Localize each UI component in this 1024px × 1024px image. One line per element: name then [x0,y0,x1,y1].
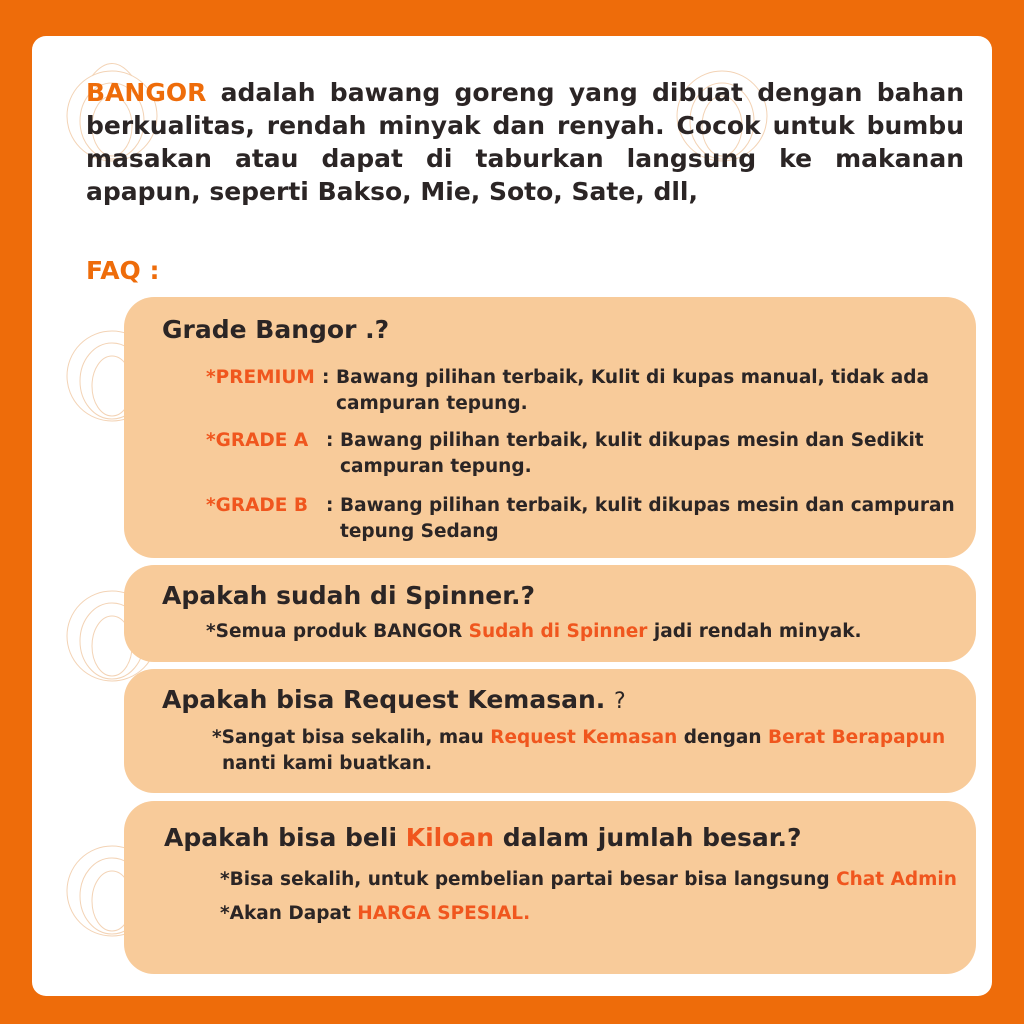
answer-text: *Semua produk BANGOR [206,621,469,642]
grade-row [124,493,976,553]
question-text: Apakah bisa Request Kemasan. [162,685,606,714]
faq-answer [220,901,530,927]
grade-label: *GRADE A [206,430,309,451]
faq-item-spinner [124,565,976,662]
answer-highlight: Sudah di Spinner [468,621,648,642]
brand-name: BANGOR [86,78,207,107]
answer-text: *Akan Dapat [220,903,358,924]
question-mark: ? [614,689,626,714]
grade-description: Bawang pilihan terbaik, Kulit di kupas manual, tidak ada campuran tepung. [336,367,929,414]
answer-text: *Sangat bisa sekalih, mau [212,727,491,748]
grade-label: *GRADE B [206,495,308,516]
content-card [32,36,992,996]
faq-item-grade [124,297,976,558]
answer-text: *Bisa sekalih, untuk pembelian partai besar bisa langsung [220,869,837,890]
grade-separator: : [326,495,334,516]
intro-text: adalah bawang goreng yang dibuat dengan bahan berkualitas, rendah minyak dan renyah. Cocok untuk bumbu masakan atau dapat di taburkan langsung ke makanan apapun, seperti Bakso, Mie, Soto, Sate, dll, [86,78,964,206]
faq-question: Apakah sudah di Spinner.? [162,581,536,610]
answer-highlight: HARGA SPESIAL. [357,903,531,924]
faq-answer [206,619,862,645]
grade-row [124,365,976,425]
faq-question [164,823,801,852]
question-highlight: Kiloan [405,823,495,852]
answer-highlight: Berat Berapapun [768,727,946,748]
answer-text: nanti kami buatkan. [222,753,433,774]
grade-separator: : [326,430,334,451]
faq-heading: FAQ : [86,256,160,285]
grade-label: *PREMIUM [206,367,315,388]
faq-item-bulk [124,801,976,974]
intro-paragraph [86,76,964,208]
faq-item-packaging [124,669,976,793]
grade-separator: : [322,367,330,388]
grade-description: Bawang pilihan terbaik, kulit dikupas mesin dan campuran tepung Sedang [340,495,955,542]
grade-description: Bawang pilihan terbaik, kulit dikupas mesin dan Sedikit campuran tepung. [340,430,924,477]
answer-text: jadi rendah minyak. [647,621,862,642]
faq-answer [212,725,945,777]
grade-row [124,428,976,488]
faq-answer [220,867,957,893]
answer-highlight: Request Kemasan [490,727,678,748]
question-text: Apakah bisa beli [164,823,406,852]
question-text: dalam jumlah besar.? [494,823,802,852]
answer-highlight: Chat Admin [836,869,957,890]
faq-question [162,685,626,714]
faq-question: Grade Bangor .? [162,315,390,344]
answer-text: dengan [677,727,769,748]
